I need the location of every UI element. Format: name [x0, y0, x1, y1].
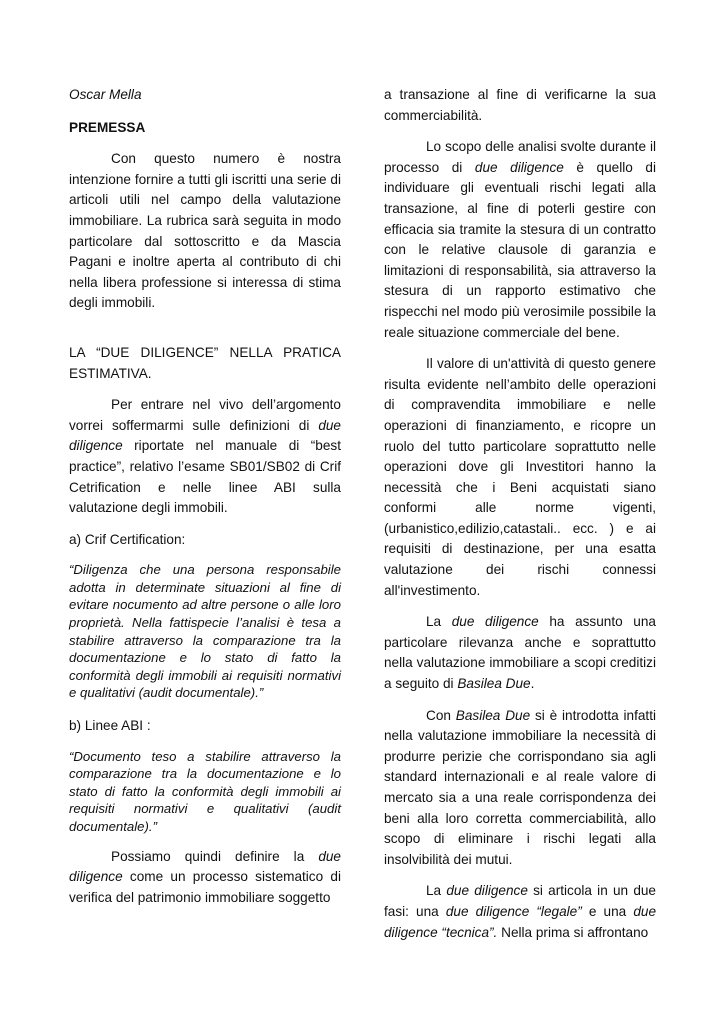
paragraph-relevance: La due diligence ha assunto una particolare rilevanza anche e soprattutto nella valutazione immobiliare a scopi creditizi a seguito di Basilea Due. — [384, 614, 656, 692]
paragraph-definition-process: Possiamo quindi definire la due diligence come un processo sistematico di verifica del patrimonio immobiliare soggetto — [69, 848, 341, 905]
article-title: LA “DUE DILIGENCE” NELLA PRATICA ESTIMATIVA. — [69, 344, 341, 381]
paragraph-scope: Lo scopo delle analisi svolte durante il processo di due diligence è quello di individuare gli eventuali rischi legati alla transazione, al fine di poterli gestire con efficacia sia tramite la stesura di un contratto con le relative clausole di garanzia e limitazioni di responsabilità, sia attraverso la stesura di un rapporto estimativo che rispecchi nel modo più verosimile possibile la reale situazione commerciale del bene. — [384, 139, 656, 340]
paragraph-value: Il valore di un'attività di questo genere risulta evidente nell’ambito delle operazioni di compravendita immobiliare e nelle operazioni di finanziamento, e ricopre un ruolo del tutto particolare soprattutto nelle operazioni dove gli Investitori hanno la necessità che i Beni acquistati siano conformi alle norme vigenti, (urbanistico,edilizio,catastali.. ecc. ) e ai requisiti di destinazione, per una esatta valutazione dei rischi connessi all'investimento. — [384, 356, 656, 598]
section-heading-premessa: PREMESSA — [69, 119, 146, 135]
quote-crif: “Diligenza che una persona responsabile adotta in determinate situazioni al fine di evitare nocumento ad altre persone o alle loro proprietà. Nella fattispecie l’analisi è tesa a stabilire attraverso la comparazione tra la documentazione e lo stato di fatto la conformità degli immobili ai requisiti normativi e qualitativi (audit documentale).” — [69, 562, 341, 701]
left-column — [69, 85, 341, 908]
subheading-crif: a) Crif Certification: — [69, 531, 186, 547]
paragraph-phases: La due diligence si articola in un due fasi: una due diligence “legale” e una due diligence “tecnica”. Nella prima si affrontano — [384, 883, 657, 940]
intro-paragraph: Con questo numero è nostra intenzione fornire a tutti gli iscritti una serie di articoli utili nel campo della valutazione immobiliare. La rubrica sarà seguita in modo particolare dal sottoscritto e da Mascia Pagani e inoltre aperta al contributo di chi nella libera professione si interessa di stima degli immobili. — [69, 151, 341, 311]
paragraph-basilea: Con Basilea Due si è introdotta infatti nella valutazione immobiliare la necessità di produrre perizie che corrispondano sia agli standard internazionali e al reale valore di mercato sia a una reale corrispondenza dei beni alla loro corretta commerciabilità, allo scopo di eliminare i rischi legati alla insolvibilità dei mutui. — [384, 707, 657, 867]
right-column — [384, 85, 656, 943]
paragraph-continuation: a transazione al fine di verificarne la sua commerciabilità. — [384, 87, 656, 123]
subheading-abi: b) Linee ABI : — [69, 718, 151, 734]
paragraph-definitions: Per entrare nel vivo dell’argomento vorrei soffermarmi sulle definizioni di due diligence riportate nel manuale di “best practice”, relativo l’esame SB01/SB02 di Crif Cetrification e nelle linee ABI sulla valutazione degli immobili. — [69, 397, 341, 516]
quote-abi: “Documento teso a stabilire attraverso la comparazione tra la documentazione e lo stato di fatto la conformità degli immobili ai requisiti normativi e qualitativi (audit documentale).” — [69, 748, 341, 834]
author-name: Oscar Mella — [69, 87, 142, 102]
